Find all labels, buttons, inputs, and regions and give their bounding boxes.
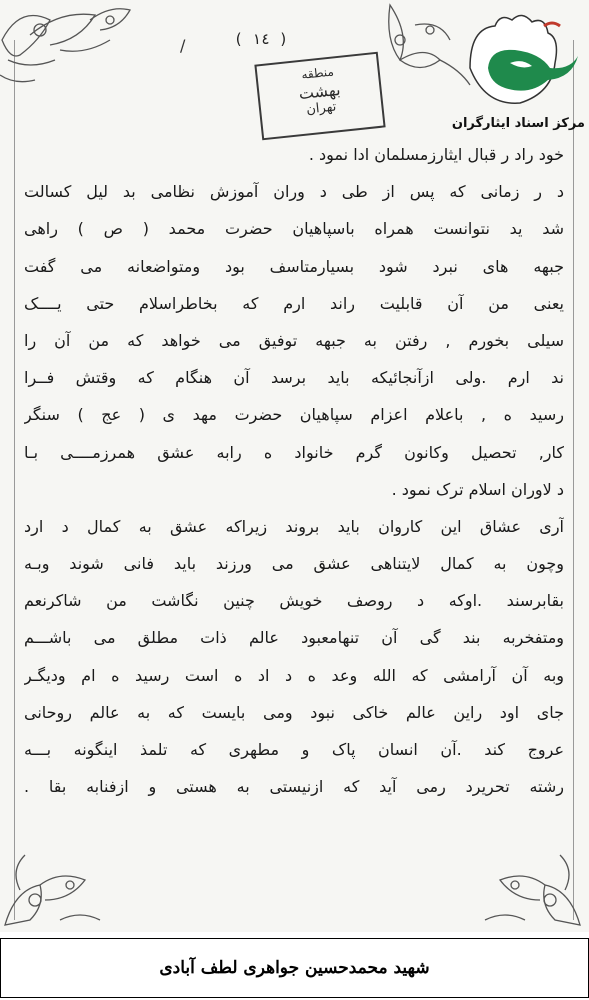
stamp-line-1: منطقه: [300, 64, 335, 82]
top-left-floral-ornament: [0, 0, 150, 90]
margin-mark: /: [180, 36, 186, 55]
caption-text: شهید محمدحسین جواهری لطف آبادی: [159, 958, 430, 978]
text-line: سیلی بخورم , رفتن به جبهه توفیق می خواهد که من آن را: [24, 330, 564, 350]
text-line: کار, تحصیل وکانون گرم خانواد ه رابه عشق همرزمــــی بـا: [24, 442, 564, 462]
bottom-left-floral-ornament: [0, 830, 110, 930]
text-line: د ر زمانی که پس از طی د وران آموزش نظامی بد لیل کسالت: [24, 182, 564, 202]
text-line: آری عشاق این کاروان باید بروند زیراکه عشق به کمال د ارد: [24, 516, 564, 536]
logo-text: مرکز اسناد ایثارگران: [451, 116, 585, 131]
text-line: رسید ه , باعلام اعزام سپاهیان حضرت مهد ی ( عج ) سنگر: [24, 405, 564, 425]
text-line: رشته تحریرد رمی آید که ازنیستی به هستی و ازفنابه بقا .: [24, 777, 564, 797]
text-line: جبهه های نبرد شود بسیارمتاسف بود ومتواضعانه می گفت: [24, 256, 564, 276]
text-line: ومتفخربه بند گی آن تنهامعبود عالم ذات مطلق می باشـــم: [24, 628, 564, 648]
text-line: یعنی من آن قابلیت راند ارم که بخاطراسلام حتی یــــک: [24, 293, 564, 313]
text-line: عروج کند .آن انسان پاک و مطهری که تلمذ اینگونه بـــه: [24, 740, 564, 759]
text-line: ند ارم .ولی ازآنجائیکه باید برسد آن هنگام که وقتش فــرا: [24, 368, 564, 388]
letter-body: [24, 136, 564, 805]
text-line: وچون به کمال لایتناهی عشق می ورزند باید فانی شوند وبـه: [24, 554, 564, 574]
page-number: ( ١٤ ): [233, 30, 289, 48]
text-line: د لاوران اسلام ترک نمود .: [391, 479, 564, 499]
bottom-right-floral-ornament: [480, 830, 585, 930]
stamp-line-2: بهشت: [297, 79, 342, 104]
stamp-line-3: تهران: [305, 99, 337, 118]
text-line: بقابرسند .اوکه د روصف خویش چنین نگاشت من شاکرنعم: [24, 591, 564, 611]
text-line: جای اود راین عالم خاکی نبود ومی بایست که به عالم روحانی: [24, 702, 564, 722]
archive-stamp: [254, 52, 385, 141]
text-line: شد ید نتوانست همراه باسپاهیان حضرت محمد ( ص ) راهی: [24, 219, 564, 239]
martyr-name-caption: [0, 938, 589, 998]
text-line: خود راد ر قبال ایثارزمسلمان ادا نمود .: [308, 145, 564, 164]
text-line: وبه آن آرامشی که الله وعد ه د اد ه است رسید ه ام ودیگـر: [24, 665, 564, 685]
